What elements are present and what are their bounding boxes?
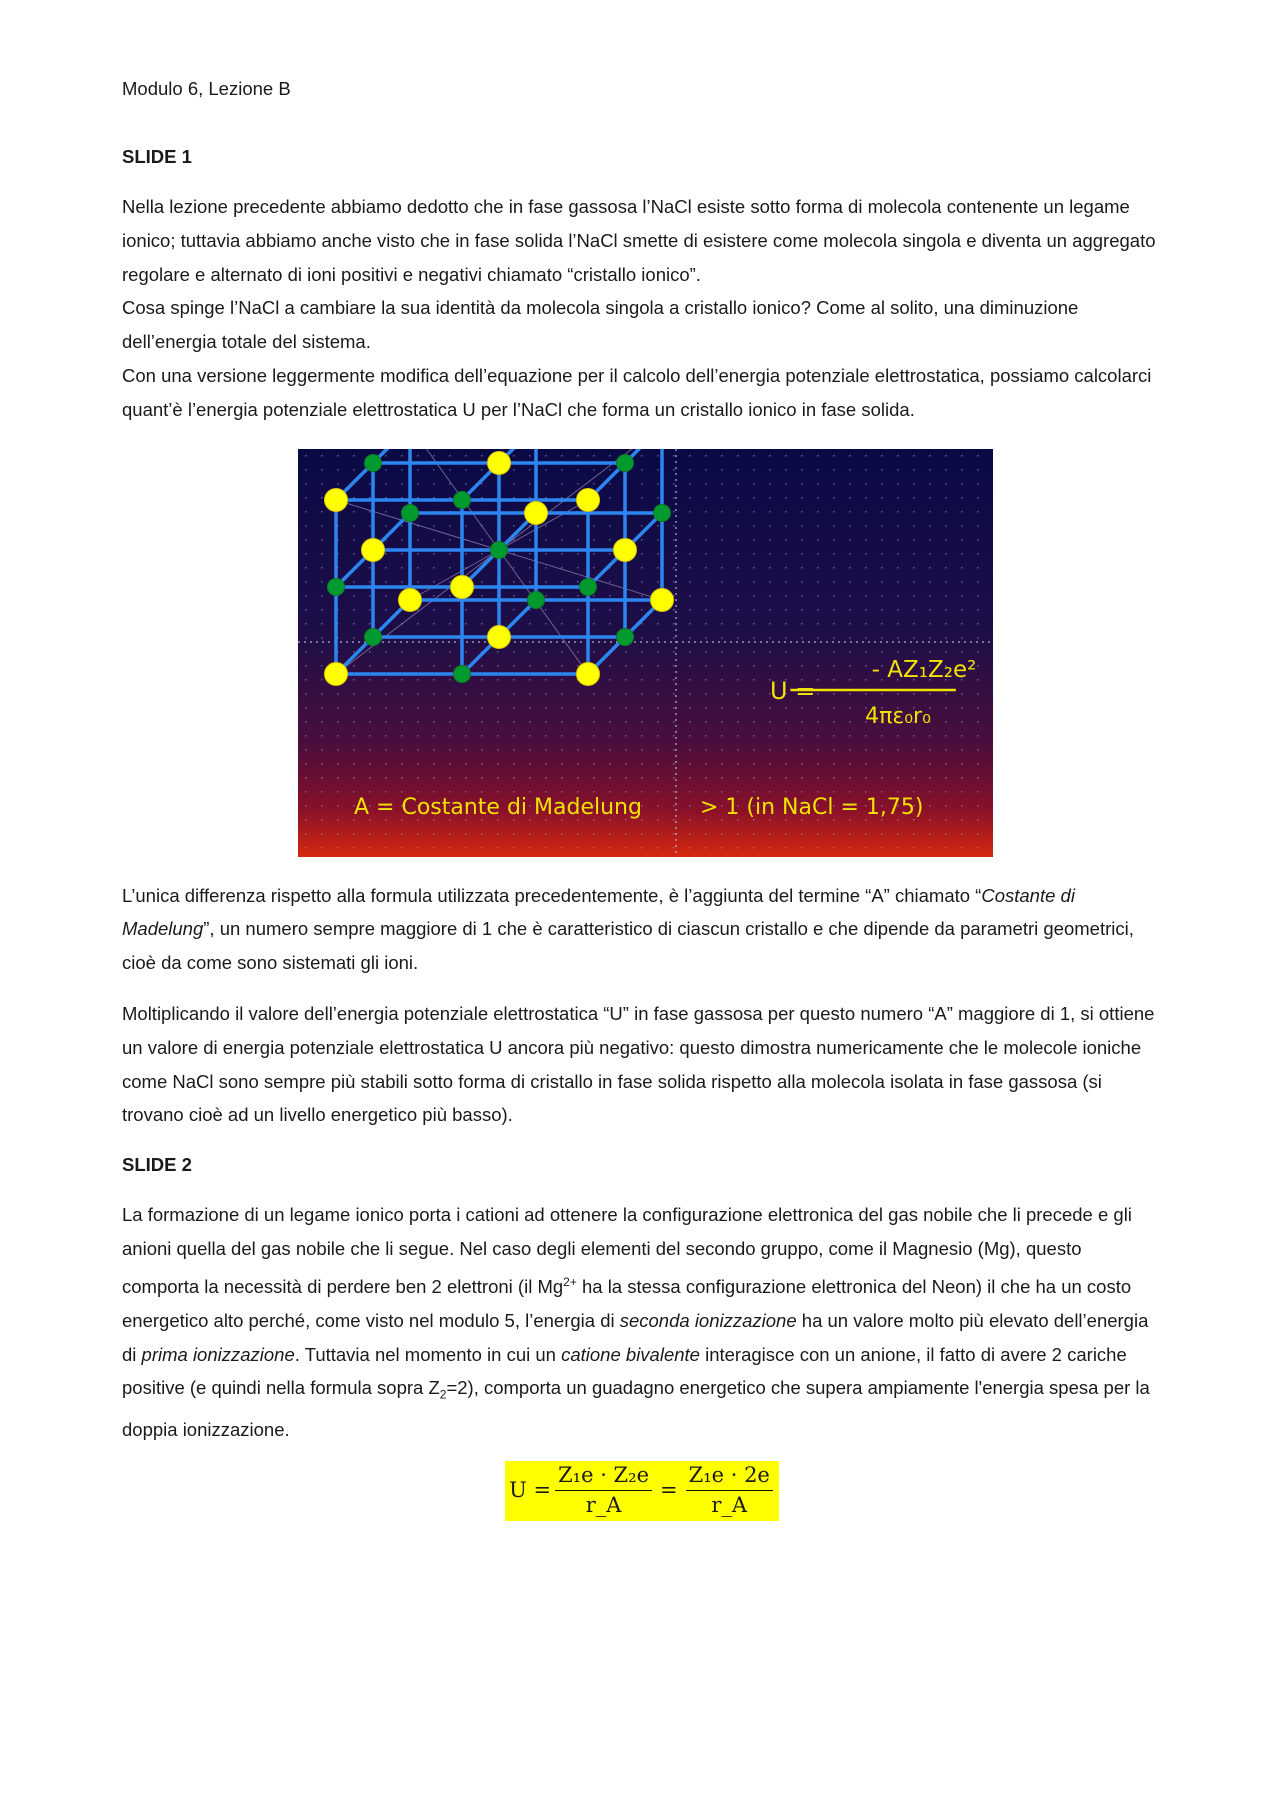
- chloride-ion: [454, 491, 471, 508]
- p4-emphasis: Costante di Madelung: [122, 884, 1075, 940]
- sodium-ion: [325, 488, 348, 511]
- sodium-ion: [399, 588, 422, 611]
- s2-emphasis-1: seconda ionizzazione: [619, 1309, 797, 1331]
- s2-emphasis-2: prima ionizzazione: [141, 1343, 295, 1365]
- s2-text-4: . Tuttavia nel momento in cui un: [294, 1343, 562, 1365]
- s2-text-5: interagisce con un anione, il fatto di avere 2 cariche positive (e quindi nella formula sopra Z: [122, 1343, 1127, 1399]
- slide2-title: SLIDE 2: [122, 1154, 192, 1176]
- chloride-ion: [328, 578, 345, 595]
- sodium-ion: [488, 625, 511, 648]
- chloride-ion: [365, 454, 382, 471]
- chloride-ion: [617, 628, 634, 645]
- s2-text-2: ha la stessa configurazione elettronica del Neon) il che ha un costo energetico alto perché, come visto nel modulo 5, l’energia di: [122, 1275, 1132, 1331]
- s2-text-1: La formazione di un legame ionico porta i cationi ad ottenere la configurazione elettronica del gas nobile che li precede e gli anioni quella del gas nobile che li segue. Nel caso degli elementi del secondo gruppo, come il Magnesio (Mg), questo comporta la necessità di perdere ben 2 elettroni (il Mg: [122, 1204, 1132, 1297]
- slide1-paragraph-3: Con una versione leggermente modifica dell’equazione per il calcolo dell’energia potenziale elettrostatica, possiamo calcolarci quant’è l’energia potenziale elettrostatica U per l’NaCl che forma un cristallo ionico in fase solida.: [122, 364, 1152, 420]
- slide1-paragraph-5: Moltiplicando il valore dell’energia potenziale elettrostatica “U” in fase gassosa per questo numero “A” maggiore di 1, si ottiene un valore di energia potenziale elettrostatica U ancora più negativo: questo dimostra numericamente che le molecole ioniche come NaCl sono sempre più stabili sotto forma di cristallo in fase solida rispetto alla molecola isolata in fase gassosa (si trovano cioè ad un livello energetico più basso).: [122, 1002, 1155, 1126]
- sodium-ion: [451, 575, 474, 598]
- sodium-ion: [651, 588, 674, 611]
- formula-denominator: 4πε₀r₀: [865, 703, 931, 729]
- slide1-paragraph-2: Cosa spinge l’NaCl a cambiare la sua identità da molecola singola a cristallo ionico? Come al solito, una diminuzione dell’energia totale del sistema.: [122, 297, 1079, 353]
- formula2-lhs: U =: [509, 1477, 552, 1502]
- chloride-ion: [454, 665, 471, 682]
- slide2-paragraph: [122, 1198, 1162, 1446]
- sodium-ion: [325, 662, 348, 685]
- fraction-1-numerator: Z₁e · Z₂e: [555, 1463, 652, 1491]
- caption-madelung-value: > 1 (in NaCl = 1,75): [700, 794, 924, 820]
- fraction-1: [555, 1463, 652, 1517]
- slide1-title: SLIDE 1: [122, 146, 192, 167]
- chloride-ion: [365, 628, 382, 645]
- s2-emphasis-3: catione bivalente: [561, 1343, 700, 1365]
- fraction-2-denominator: r_A: [711, 1492, 748, 1517]
- chloride-ion: [491, 541, 508, 558]
- sodium-ion: [614, 538, 637, 561]
- nacl-lattice-illustration: [298, 449, 993, 857]
- formula-numerator: - AZ₁Z₂e²: [871, 656, 977, 683]
- sodium-ion: [577, 662, 600, 685]
- sodium-ion: [525, 501, 548, 524]
- s2-text-3: ha un valore molto più elevato dell’energia di: [122, 1309, 1149, 1365]
- chloride-ion: [617, 454, 634, 471]
- formula-lhs: U =: [770, 676, 816, 705]
- coulomb-formula-block: [122, 1461, 1162, 1521]
- s2-superscript: 2+: [563, 1274, 577, 1289]
- slide1-paragraph-4: [122, 879, 1162, 980]
- p4-text-a: L’unica differenza rispetto alla formula utilizzata precedentemente, è l’aggiunta del termine “A” chiamato “: [122, 884, 982, 906]
- sodium-ion: [488, 451, 511, 474]
- fraction-2-numerator: Z₁e · 2e: [686, 1463, 773, 1491]
- sodium-ion: [577, 488, 600, 511]
- p4-text-b: ”, un numero sempre maggiore di 1 che è caratteristico di ciascun cristallo e che dipende da parametri geometrici, cioè da come sono sistemati gli ioni.: [122, 918, 1134, 974]
- chloride-ion: [654, 504, 671, 521]
- slide1-paragraph-1: Nella lezione precedente abbiamo dedotto che in fase gassosa l’NaCl esiste sotto forma di molecola contenente un legame ionico; tuttavia abbiamo anche visto che in fase solida l’NaCl smette di esistere come molecola singola e diventa un aggregato regolare e alternato di ioni positivi e negativi chiamato “cristallo ionico”.: [122, 196, 1156, 285]
- sodium-ion: [362, 538, 385, 561]
- document-header: Modulo 6, Lezione B: [122, 78, 291, 99]
- highlighted-formula: [505, 1461, 779, 1521]
- chloride-ion: [528, 591, 545, 608]
- document-page: [122, 78, 1162, 1521]
- fraction-1-denominator: r_A: [585, 1492, 622, 1517]
- madelung-crystal-figure: [298, 449, 993, 857]
- fraction-2: [686, 1463, 773, 1517]
- chloride-ion: [580, 578, 597, 595]
- s2-subscript: 2: [439, 1387, 447, 1402]
- chloride-ion: [402, 504, 419, 521]
- formula2-equals: =: [660, 1477, 678, 1502]
- s2-text-6: =2), comporta un guadagno energetico che supera ampiamente l'energia spesa per la doppia ionizzazione.: [122, 1377, 1150, 1440]
- caption-madelung-constant: A = Costante di Madelung: [354, 794, 642, 820]
